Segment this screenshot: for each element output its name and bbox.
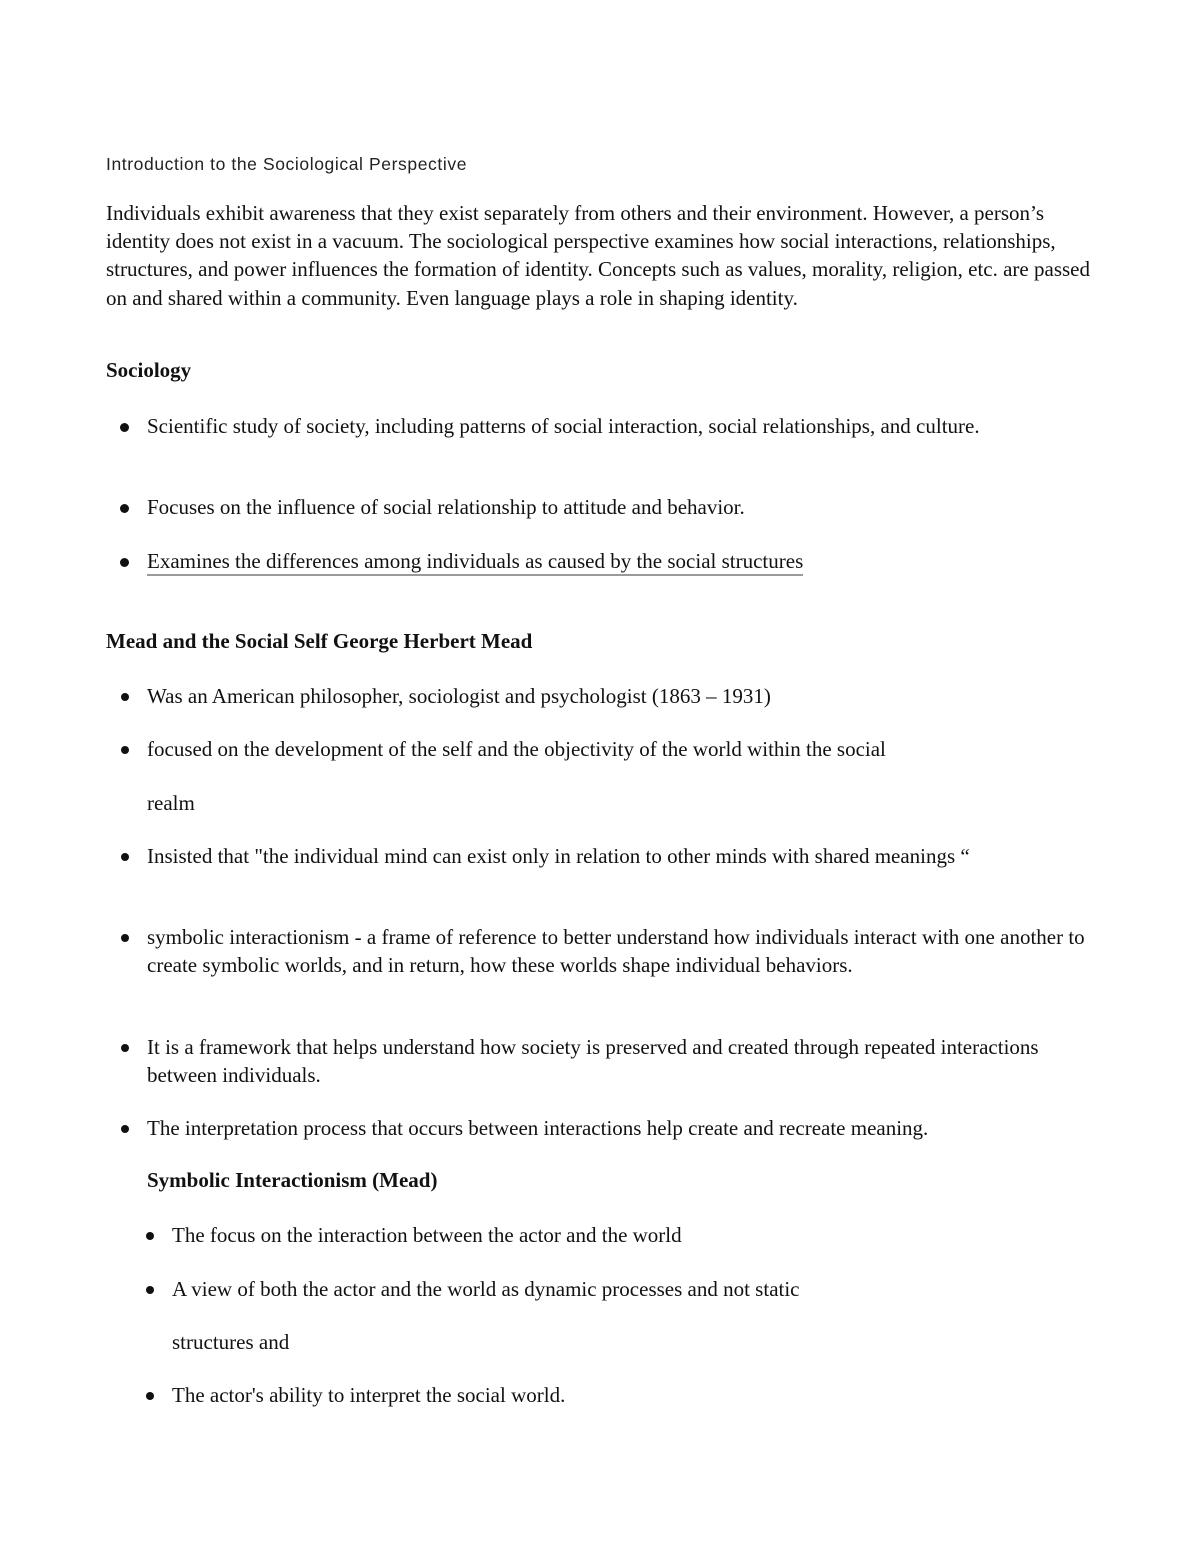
bullet-icon xyxy=(121,934,129,942)
bullet-icon xyxy=(121,1044,129,1052)
mead-item-2-continued: realm xyxy=(147,791,195,815)
bullet-icon xyxy=(121,853,129,861)
mead-item-2: focused on the development of the self and the objectivity of the world within the social xyxy=(147,737,886,761)
bullet-icon xyxy=(120,423,129,432)
bullet-icon xyxy=(146,1392,154,1400)
symbolic-item-3: The actor's ability to interpret the social world. xyxy=(172,1383,566,1407)
mead-item-6: The interpretation process that occurs between interactions help create and recreate meaning. xyxy=(147,1116,929,1140)
bullet-icon xyxy=(120,558,129,567)
sociology-item-2: Focuses on the influence of social relationship to attitude and behavior. xyxy=(147,495,745,519)
symbolic-item-2: A view of both the actor and the world as dynamic processes and not static xyxy=(172,1277,800,1301)
bullet-icon xyxy=(121,1125,129,1133)
mead-item-4: symbolic interactionism - a frame of reference to better understand how individuals interact with one another to create symbolic worlds, and in return, how these worlds shape individual behaviors. xyxy=(147,925,1085,978)
intro-paragraph: Individuals exhibit awareness that they exist separately from others and their environment. However, a person’s identity does not exist in a vacuum. The sociological perspective examines how social interactions, relationships, structures, and power influences the formation of identity. Concepts such as values, morality, religion, etc. are passed on and shared within a community. Even language plays a role in shaping identity. xyxy=(106,201,1090,310)
symbolic-heading: Symbolic Interactionism (Mead) xyxy=(147,1168,438,1192)
sociology-item-3 xyxy=(147,547,803,575)
sociology-heading: Sociology xyxy=(106,358,192,382)
sociology-item-3-text: Examines the differences among individuals as caused by the social structures xyxy=(147,549,803,576)
sociology-item-1: Scientific study of society, including patterns of social interaction, social relationships, and culture. xyxy=(147,414,980,438)
symbolic-item-1: The focus on the interaction between the actor and the world xyxy=(172,1223,682,1247)
symbolic-item-2-continued: structures and xyxy=(172,1330,290,1354)
bullet-icon xyxy=(120,504,129,513)
bullet-icon xyxy=(121,693,129,701)
document-title: Introduction to the Sociological Perspective xyxy=(106,154,468,174)
mead-item-1: Was an American philosopher, sociologist and psychologist (1863 – 1931) xyxy=(147,684,771,708)
bullet-icon xyxy=(146,1286,154,1294)
bullet-icon xyxy=(121,746,129,754)
mead-item-3: Insisted that "the individual mind can exist only in relation to other minds with shared meanings “ xyxy=(147,844,970,868)
mead-heading: Mead and the Social Self George Herbert Mead xyxy=(106,629,533,653)
bullet-icon xyxy=(146,1232,154,1240)
mead-item-5: It is a framework that helps understand how society is preserved and created through repeated interactions between individuals. xyxy=(147,1035,1039,1088)
